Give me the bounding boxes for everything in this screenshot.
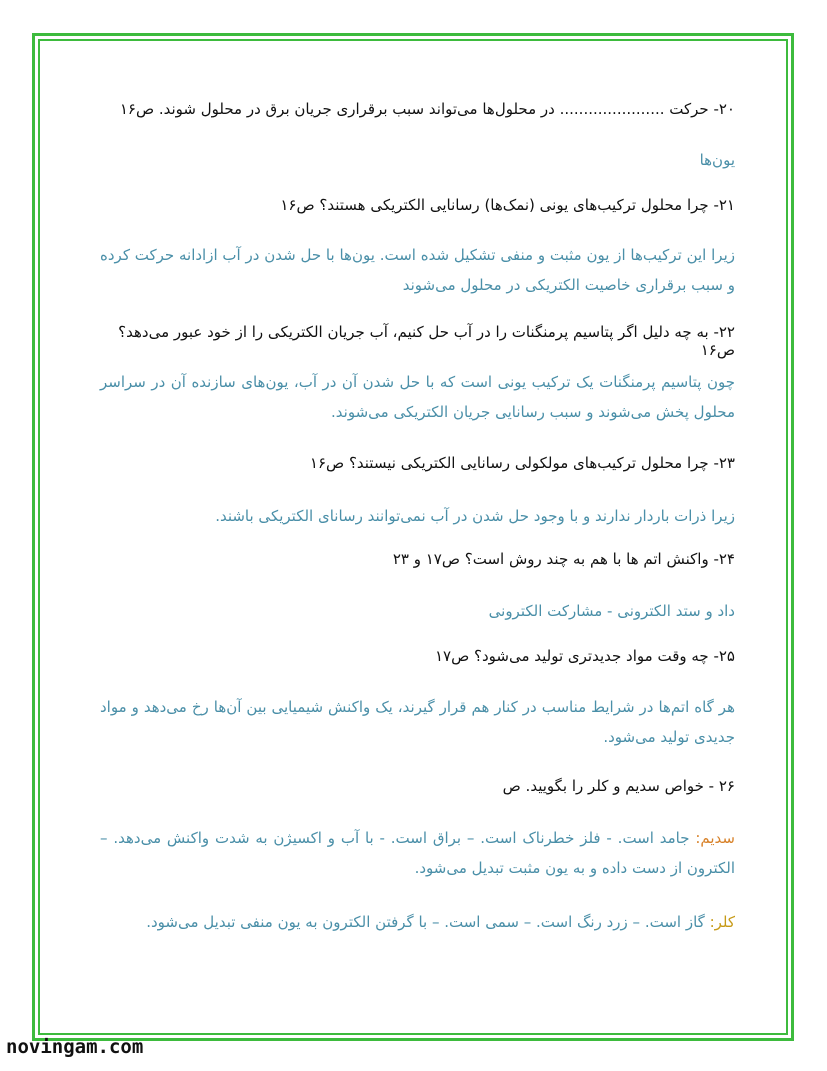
- question-20: ۲۰- حرکت ...................... در محلول‌ها می‌تواند سبب برقراری جریان برق در محلول شوند. ص۱۶: [119, 100, 735, 118]
- answer-23: زیرا ذرات باردار ندارند و با وجود حل شدن در آب نمی‌توانند رسانای الکتریکی باشند.: [215, 507, 735, 525]
- question-26: ۲۶ - خواص سدیم و کلر را بگویید. ص: [502, 777, 735, 795]
- sodium-text: جامد است. - فلز خطرناک است. – براق است. - با آب و اکسیژن به شدت واکنش می‌دهد. – الکترون از دست داده و به یون مثبت تبدیل می‌شود.: [100, 829, 735, 877]
- answer-22: چون پتاسیم پرمنگنات یک ترکیب یونی است که با حل شدن آن در آب، یون‌های سازنده آن در سراسر محلول پخش می‌شوند و سبب رسانایی جریان الکتریکی می‌شوند.: [100, 373, 735, 421]
- chlorine-text: گاز است. – زرد رنگ است. – سمی است. – با گرفتن الکترون به یون منفی تبدیل می‌شود.: [146, 913, 710, 931]
- question-22: ۲۲- به چه دلیل اگر پتاسیم پرمنگنات را در آب حل کنیم، آب جریان الکتریکی را از خود عبور می‌دهد؟ ص۱۶: [118, 323, 735, 359]
- answer-24: داد و ستد الکترونی - مشارکت الکترونی: [488, 602, 735, 620]
- question-23: ۲۳- چرا محلول ترکیب‌های مولکولی رسانایی الکتریکی نیستند؟ ص۱۶: [309, 454, 735, 472]
- question-24: ۲۴- واکنش اتم ها با هم به چند روش است؟ ص۱۷ و ۲۳: [392, 550, 735, 568]
- answer-20: یون‌ها: [699, 151, 735, 169]
- question-21: ۲۱- چرا محلول ترکیب‌های یونی (نمک‌ها) رسانایی الکتریکی هستند؟ ص۱۶: [280, 196, 735, 214]
- answer-26-chlorine: [100, 907, 735, 937]
- sodium-label: سدیم:: [695, 829, 735, 847]
- question-25: ۲۵- چه وقت مواد جدیدتری تولید می‌شود؟ ص۱۷: [434, 647, 735, 665]
- page-border-inner: [38, 39, 788, 1035]
- answer-26-sodium: [100, 823, 735, 883]
- answer-25: هر گاه اتم‌ها در شرایط مناسب در کنار هم قرار گیرند، یک واکنش شیمیایی بین آن‌ها رخ می‌دهد و مواد جدیدی تولید می‌شود.: [100, 698, 735, 746]
- chlorine-label: کلر:: [709, 913, 735, 931]
- answer-21: زیرا این ترکیب‌ها از یون مثبت و منفی تشکیل شده است. یون‌ها با حل شدن در آب ازادانه حرکت کرده و سبب برقراری خاصیت الکتریکی در محلول می‌شوند: [100, 246, 735, 294]
- site-watermark: novingam.com: [6, 1036, 144, 1058]
